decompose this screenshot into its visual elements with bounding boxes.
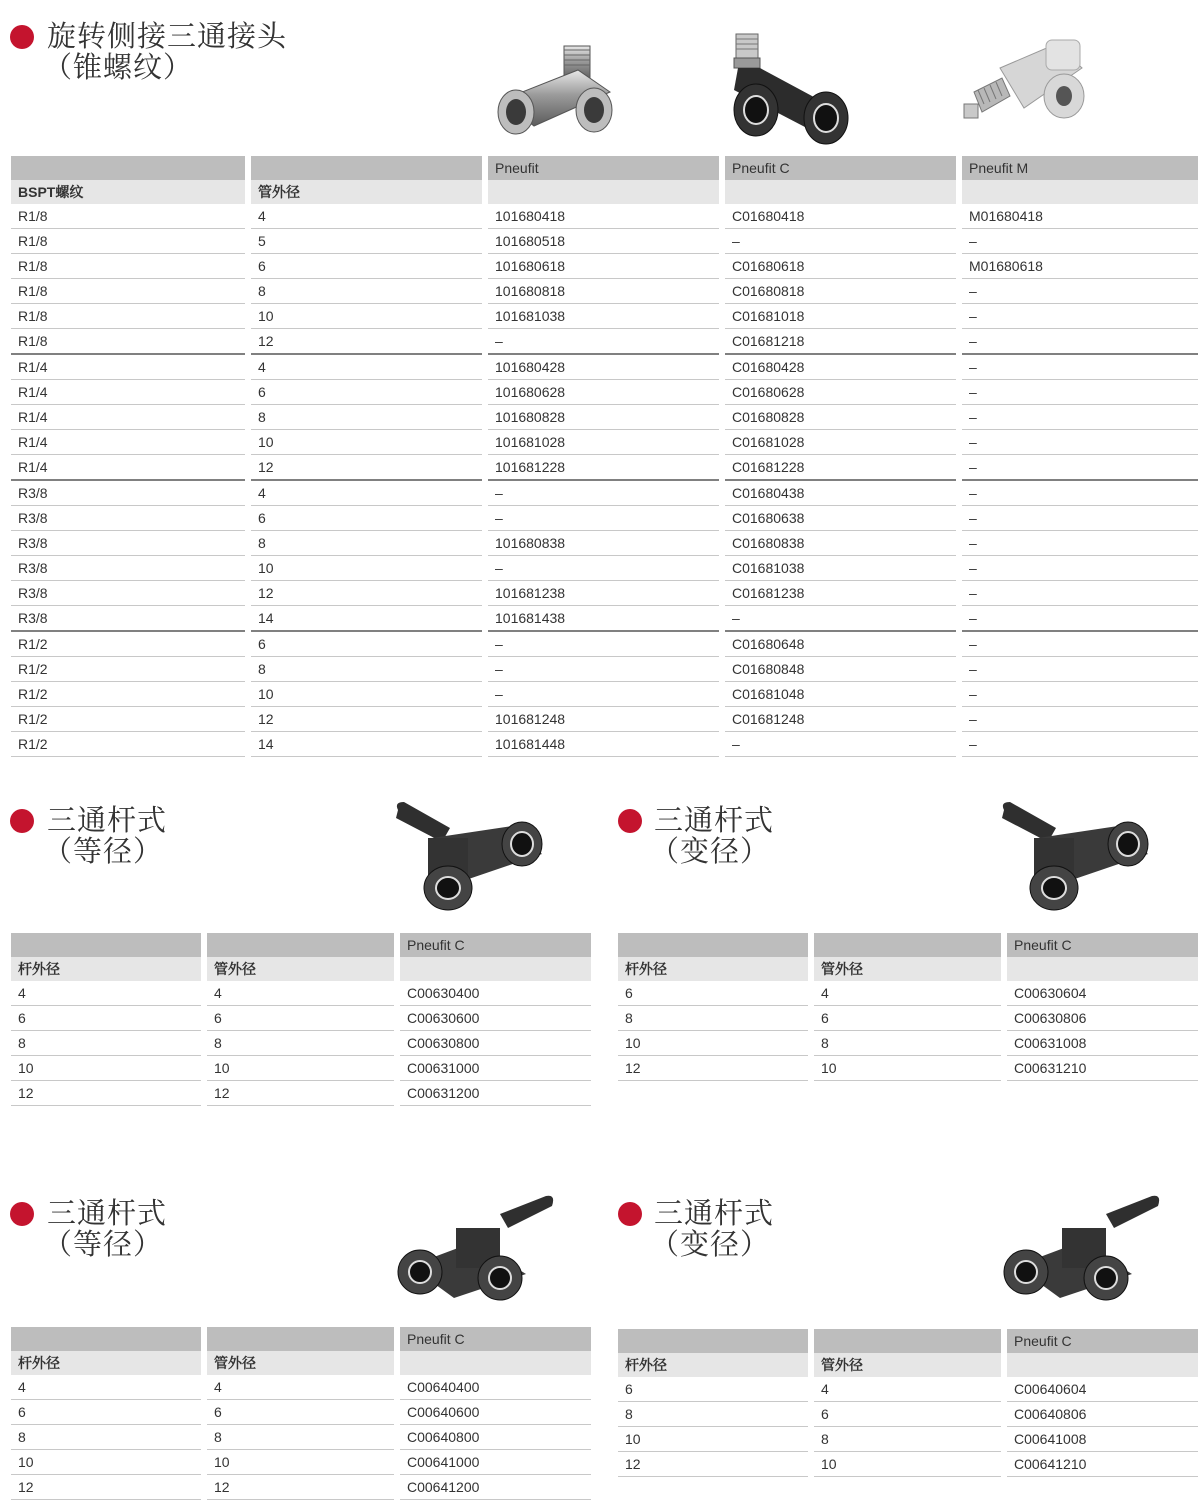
table-cell: – [959, 430, 1198, 455]
table-cell: C01680438 [722, 480, 959, 506]
table-row [618, 1452, 1198, 1477]
table-cell: – [959, 707, 1198, 732]
table-row [11, 1450, 591, 1475]
stem-tee-equal-2-image [390, 1192, 560, 1307]
table-cell: R1/8 [11, 204, 248, 229]
table-row [11, 556, 1198, 581]
table-row [11, 380, 1198, 405]
table-cell: C00640800 [397, 1425, 591, 1450]
table-cell [811, 933, 1004, 957]
table-cell: 10 [11, 1450, 204, 1475]
table-cell: 101680838 [485, 531, 722, 556]
table-cell: – [485, 556, 722, 581]
table-cell: 8 [11, 1031, 204, 1056]
table-header-row [618, 1329, 1198, 1353]
table-row [11, 229, 1198, 254]
table-cell: 6 [11, 1006, 204, 1031]
table-cell [485, 180, 722, 204]
table-cell: 杆外径 [618, 1353, 811, 1377]
table-cell: 12 [204, 1081, 397, 1106]
table-cell: M01680618 [959, 254, 1198, 279]
table-cell: 101681038 [485, 304, 722, 329]
table-cell: 10 [204, 1450, 397, 1475]
table-cell: – [722, 606, 959, 632]
table-cell: 6 [618, 981, 811, 1006]
table-cell: 12 [618, 1056, 811, 1081]
table-cell: Pneufit C [1004, 1329, 1198, 1353]
table-row [11, 1400, 591, 1425]
table-cell: C01681228 [722, 455, 959, 481]
table-cell: 6 [11, 1400, 204, 1425]
table-cell: C01681048 [722, 682, 959, 707]
table-row [11, 1081, 591, 1106]
table-cell: 10 [618, 1031, 811, 1056]
table-cell: 6 [204, 1400, 397, 1425]
table-cell: – [959, 354, 1198, 380]
table-cell: C01681038 [722, 556, 959, 581]
table-row [11, 304, 1198, 329]
table-cell: 12 [11, 1475, 204, 1500]
table-cell [618, 1329, 811, 1353]
table-cell: 12 [11, 1081, 204, 1106]
table-cell: C00641200 [397, 1475, 591, 1500]
table-cell: 101680618 [485, 254, 722, 279]
table-cell: 101680428 [485, 354, 722, 380]
table-cell: C00641008 [1004, 1427, 1198, 1452]
table-cell: 101681028 [485, 430, 722, 455]
table-cell: 101681228 [485, 455, 722, 481]
table-cell: – [959, 279, 1198, 304]
table-cell: C01680818 [722, 279, 959, 304]
table-cell: – [959, 682, 1198, 707]
table-cell: 管外径 [204, 1351, 397, 1375]
table-cell: R1/2 [11, 631, 248, 657]
table-cell: – [485, 631, 722, 657]
table-cell: 101680818 [485, 279, 722, 304]
table-cell: Pneufit C [1004, 933, 1198, 957]
table-cell: – [959, 304, 1198, 329]
table-cell: 10 [248, 556, 485, 581]
table-row [11, 455, 1198, 481]
table-cell: – [485, 657, 722, 682]
grey-tee-fitting-image [960, 38, 1090, 133]
table-row [11, 1375, 591, 1400]
table-cell: – [722, 732, 959, 757]
table-cell: R3/8 [11, 606, 248, 632]
stem-tee-equal-image [392, 798, 552, 913]
table-cell: 10 [248, 304, 485, 329]
table-cell: 101681438 [485, 606, 722, 632]
table-cell [1004, 957, 1198, 981]
table-cell: R1/2 [11, 732, 248, 757]
table-cell: C01680838 [722, 531, 959, 556]
table-cell: Pneufit [485, 156, 722, 180]
table-cell: 6 [811, 1006, 1004, 1031]
table-row [618, 981, 1198, 1006]
table-cell: BSPT螺纹 [11, 180, 248, 204]
swivel-tee-table [11, 156, 1198, 757]
table-cell [722, 180, 959, 204]
section-title: 三通杆式 （等径） [43, 803, 168, 868]
table-cell: 8 [618, 1006, 811, 1031]
table-cell: C01680418 [722, 204, 959, 229]
table-cell: – [485, 682, 722, 707]
table-subheader-row [11, 1351, 591, 1375]
table-cell: C00630806 [1004, 1006, 1198, 1031]
table-cell: 101681448 [485, 732, 722, 757]
section-title: 三通杆式 （等径） [43, 1196, 168, 1261]
table-row [11, 480, 1198, 506]
table-cell: 4 [204, 1375, 397, 1400]
table-cell [11, 1327, 204, 1351]
table-cell: 101680418 [485, 204, 722, 229]
stem-tee-reducing-2-image [996, 1192, 1166, 1307]
table-cell: 101680518 [485, 229, 722, 254]
table-cell: Pneufit C [397, 933, 591, 957]
table-cell: 4 [248, 354, 485, 380]
table-cell: C01681248 [722, 707, 959, 732]
table-cell: R3/8 [11, 581, 248, 606]
table-row [618, 1377, 1198, 1402]
table-cell: C01680638 [722, 506, 959, 531]
table-cell: 12 [248, 329, 485, 355]
table-cell: 8 [618, 1402, 811, 1427]
black-tee-fitting-image [726, 30, 856, 145]
table-cell [618, 933, 811, 957]
table-cell: C00630604 [1004, 981, 1198, 1006]
table-cell: – [959, 606, 1198, 632]
table-cell: R1/8 [11, 279, 248, 304]
table-cell: 12 [618, 1452, 811, 1477]
bullet-dot [10, 25, 34, 49]
table-cell: C01681018 [722, 304, 959, 329]
stem-tee-reducing-image [998, 798, 1158, 913]
section-title: 三通杆式 （变径） [650, 803, 775, 868]
table-cell: C00640400 [397, 1375, 591, 1400]
table-cell: C01680428 [722, 354, 959, 380]
table-cell: 杆外径 [11, 957, 204, 981]
table-cell: R1/4 [11, 430, 248, 455]
table-header-row [11, 156, 1198, 180]
table-cell [204, 933, 397, 957]
table-cell: C00640806 [1004, 1402, 1198, 1427]
section-title: 旋转侧接三通接头 （锥螺纹） [43, 19, 288, 84]
table-cell: 8 [811, 1427, 1004, 1452]
table-row [11, 430, 1198, 455]
table-cell: Pneufit C [722, 156, 959, 180]
table-cell: 管外径 [811, 957, 1004, 981]
table-cell: R1/8 [11, 254, 248, 279]
table-cell: – [485, 480, 722, 506]
table-cell: C00631210 [1004, 1056, 1198, 1081]
table-cell: 8 [204, 1425, 397, 1450]
table-row [11, 581, 1198, 606]
section-title: 三通杆式 （变径） [650, 1196, 775, 1261]
table-row [11, 981, 591, 1006]
table-cell: C01681218 [722, 329, 959, 355]
table-cell: R1/2 [11, 707, 248, 732]
table-cell [11, 156, 248, 180]
table-cell [959, 180, 1198, 204]
table-row [11, 531, 1198, 556]
table-cell: 6 [248, 631, 485, 657]
table-row [618, 1056, 1198, 1081]
table-header-row [618, 933, 1198, 957]
table-cell: – [959, 506, 1198, 531]
table-cell: 管外径 [811, 1353, 1004, 1377]
table-cell: R3/8 [11, 506, 248, 531]
table-cell: 4 [811, 981, 1004, 1006]
nickel-tee-fitting-image [490, 40, 620, 140]
table-cell: 101681248 [485, 707, 722, 732]
table-cell [811, 1329, 1004, 1353]
table-row [11, 707, 1198, 732]
table-cell: R1/4 [11, 405, 248, 430]
table-row [11, 606, 1198, 632]
table-cell: – [959, 581, 1198, 606]
table-cell [397, 1351, 591, 1375]
table-row [11, 329, 1198, 355]
table-cell [204, 1327, 397, 1351]
table-cell: 10 [618, 1427, 811, 1452]
table-subheader-row [11, 180, 1198, 204]
table-cell: 10 [248, 430, 485, 455]
table-cell: 4 [811, 1377, 1004, 1402]
table-cell: 8 [811, 1031, 1004, 1056]
table-cell: 12 [248, 707, 485, 732]
table-cell: 8 [248, 531, 485, 556]
table-cell: R1/8 [11, 304, 248, 329]
table-cell: 管外径 [248, 180, 485, 204]
table-cell: 杆外径 [618, 957, 811, 981]
stem-tee-equal-2-table [11, 1327, 591, 1500]
table-row [11, 1006, 591, 1031]
table-cell: C00640604 [1004, 1377, 1198, 1402]
table-cell: 6 [618, 1377, 811, 1402]
table-cell: 8 [248, 657, 485, 682]
table-header-row [11, 933, 591, 957]
table-row [11, 405, 1198, 430]
table-cell: 杆外径 [11, 1351, 204, 1375]
table-cell [11, 933, 204, 957]
table-cell: – [959, 631, 1198, 657]
table-row [11, 682, 1198, 707]
table-cell: – [959, 732, 1198, 757]
table-cell: 10 [204, 1056, 397, 1081]
table-cell: – [959, 329, 1198, 355]
table-subheader-row [618, 957, 1198, 981]
table-cell: 6 [204, 1006, 397, 1031]
table-row [11, 1475, 591, 1500]
table-cell: Pneufit C [397, 1327, 591, 1351]
table-cell: C00631008 [1004, 1031, 1198, 1056]
table-cell: 8 [248, 279, 485, 304]
table-cell: 101680828 [485, 405, 722, 430]
table-cell: 4 [204, 981, 397, 1006]
table-cell: R1/2 [11, 682, 248, 707]
table-cell: C00640600 [397, 1400, 591, 1425]
table-cell: C01680828 [722, 405, 959, 430]
table-cell: 管外径 [204, 957, 397, 981]
table-cell: C00641000 [397, 1450, 591, 1475]
table-cell: 10 [811, 1056, 1004, 1081]
table-cell: 4 [248, 480, 485, 506]
table-cell: 6 [248, 254, 485, 279]
table-row [11, 204, 1198, 229]
table-row [11, 631, 1198, 657]
table-cell: R1/4 [11, 354, 248, 380]
table-cell: C01680648 [722, 631, 959, 657]
table-header-row [11, 1327, 591, 1351]
table-row [11, 732, 1198, 757]
table-cell: – [959, 380, 1198, 405]
table-row [618, 1402, 1198, 1427]
table-cell: R1/4 [11, 455, 248, 481]
table-cell: 6 [248, 506, 485, 531]
table-cell: 4 [11, 981, 204, 1006]
stem-tee-reducing-2-table [618, 1329, 1198, 1477]
table-cell: C00630800 [397, 1031, 591, 1056]
table-row [618, 1031, 1198, 1056]
table-cell: C00641210 [1004, 1452, 1198, 1477]
stem-tee-equal-1-table [11, 933, 591, 1106]
table-cell: – [959, 556, 1198, 581]
table-cell: – [485, 506, 722, 531]
table-row [11, 354, 1198, 380]
table-cell: – [722, 229, 959, 254]
bullet-dot [10, 1202, 34, 1226]
table-cell: 10 [248, 682, 485, 707]
table-cell: 12 [204, 1475, 397, 1500]
stem-tee-reducing-1-table [618, 933, 1198, 1081]
table-cell [248, 156, 485, 180]
table-cell: 8 [248, 405, 485, 430]
table-row [618, 1006, 1198, 1031]
table-cell: R3/8 [11, 556, 248, 581]
table-subheader-row [11, 957, 591, 981]
table-cell: C01681028 [722, 430, 959, 455]
table-cell: 101680628 [485, 380, 722, 405]
table-cell: 12 [248, 581, 485, 606]
table-cell: 101681238 [485, 581, 722, 606]
table-subheader-row [618, 1353, 1198, 1377]
table-cell: C01681238 [722, 581, 959, 606]
table-cell: C00631000 [397, 1056, 591, 1081]
table-cell: – [485, 329, 722, 355]
table-cell: R1/4 [11, 380, 248, 405]
table-cell: C01680628 [722, 380, 959, 405]
table-row [618, 1427, 1198, 1452]
table-row [11, 1056, 591, 1081]
table-row [11, 506, 1198, 531]
table-cell [397, 957, 591, 981]
table-cell: – [959, 657, 1198, 682]
table-cell: 5 [248, 229, 485, 254]
table-cell: R3/8 [11, 480, 248, 506]
table-cell: C00630400 [397, 981, 591, 1006]
table-row [11, 1425, 591, 1450]
table-cell: 8 [11, 1425, 204, 1450]
table-cell: C01680848 [722, 657, 959, 682]
table-cell: R1/2 [11, 657, 248, 682]
table-cell: – [959, 480, 1198, 506]
table-cell: M01680418 [959, 204, 1198, 229]
table-cell: Pneufit M [959, 156, 1198, 180]
table-cell: 4 [248, 204, 485, 229]
table-cell [1004, 1353, 1198, 1377]
bullet-dot [618, 809, 642, 833]
table-cell: 14 [248, 732, 485, 757]
bullet-dot [618, 1202, 642, 1226]
table-cell: C00631200 [397, 1081, 591, 1106]
table-cell: R1/8 [11, 229, 248, 254]
table-row [11, 657, 1198, 682]
table-cell: R1/8 [11, 329, 248, 355]
table-cell: 6 [248, 380, 485, 405]
table-cell: C00630600 [397, 1006, 591, 1031]
table-cell: 14 [248, 606, 485, 632]
bullet-dot [10, 809, 34, 833]
table-cell: – [959, 405, 1198, 430]
table-cell: 12 [248, 455, 485, 481]
table-cell: 4 [11, 1375, 204, 1400]
table-row [11, 279, 1198, 304]
table-cell: 10 [811, 1452, 1004, 1477]
table-row [11, 1031, 591, 1056]
table-row [11, 254, 1198, 279]
table-cell: – [959, 229, 1198, 254]
table-cell: 8 [204, 1031, 397, 1056]
table-cell: – [959, 455, 1198, 481]
table-cell: C01680618 [722, 254, 959, 279]
table-cell: 10 [11, 1056, 204, 1081]
table-cell: 6 [811, 1402, 1004, 1427]
table-cell: R3/8 [11, 531, 248, 556]
table-cell: – [959, 531, 1198, 556]
